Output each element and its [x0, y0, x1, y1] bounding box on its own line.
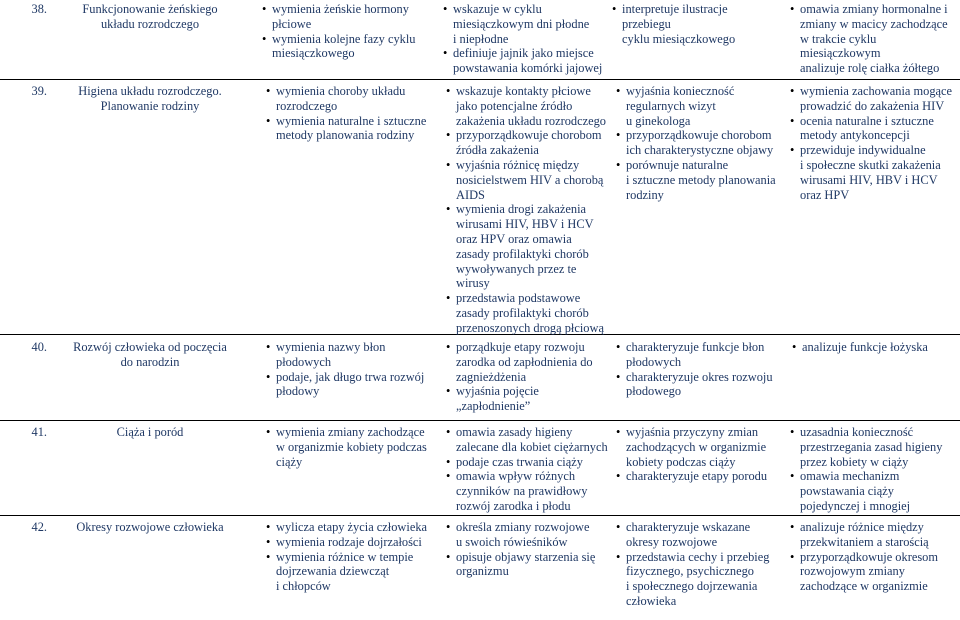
table-row [0, 80, 960, 335]
list-item: • analizuje funkcje łożyska [792, 340, 960, 355]
topic-text: Rozwój człowieka od poczęcia do narodzin [73, 340, 227, 369]
row-number: 40. [31, 340, 47, 354]
topic-cell [60, 2, 240, 32]
list-item: • określa zmiany rozwojowe u swoich rówieśników [446, 520, 616, 550]
topic-cell [60, 340, 240, 370]
row-number: 41. [31, 425, 47, 439]
requirements-basic-cell [266, 425, 438, 469]
row-number: 38. [31, 2, 47, 16]
list-item: • wskazuje w cyklu miesiączkowym dni płodne i niepłodne [443, 2, 613, 46]
list-item: • opisuje objawy starzenia się organizmu [446, 550, 616, 580]
list-item: • podaje, jak długo trwa rozwój płodowy [266, 370, 438, 400]
topic-text: Ciąża i poród [116, 425, 184, 439]
topic-text: Okresy rozwojowe człowieka [76, 520, 224, 534]
list-item: • wymienia naturalne i sztuczne metody planowania rodziny [266, 114, 438, 144]
list-item: • wymienia zmiany zachodzące w organizmie kobiety podczas ciąży [266, 425, 438, 469]
requirements-very-good-cell [790, 84, 960, 202]
requirements-good-cell [616, 84, 794, 202]
list-item: • wskazuje kontakty płciowe jako potencjalne źródło zakażenia układu rozrodczego [446, 84, 616, 128]
list-item: • wymienia zachowania mogące prowadzić do zakażenia HIV [790, 84, 960, 114]
requirements-good-cell [616, 425, 794, 484]
requirements-basic-cell [266, 84, 438, 143]
list-item: • przyporządkowuje chorobom źródła zakażenia [446, 128, 616, 158]
topic-cell [60, 84, 240, 114]
requirements-very-good-cell [790, 520, 960, 594]
list-item: • przyporządkowuje okresom rozwojowym zmiany zachodzące w organizmie [790, 550, 960, 594]
list-item: • charakteryzuje etapy porodu [616, 469, 794, 484]
requirements-extended-cell [446, 425, 618, 514]
list-item: • wymienia choroby układu rozrodczego [266, 84, 438, 114]
requirements-extended-cell [446, 340, 616, 414]
topic-text: Higiena układu rozrodczego. Planowanie rodziny [78, 84, 222, 113]
requirements-good-cell [616, 340, 794, 399]
requirements-basic-cell [266, 340, 438, 399]
row-number: 42. [31, 520, 47, 534]
requirements-good-cell [612, 2, 790, 46]
list-item: • omawia mechanizm powstawania ciąży pojedynczej i mnogiej [790, 469, 960, 513]
list-item: • wymienia różnice w tempie dojrzewania dziewcząt i chłopców [266, 550, 440, 594]
list-item: • ocenia naturalne i sztuczne metody antykoncepcji [790, 114, 960, 144]
list-item: • omawia wpływ różnych czynników na prawidłowy rozwój zarodka i płodu [446, 469, 618, 513]
requirements-extended-cell [446, 84, 616, 336]
list-item: • wyjaśnia przyczyny zmian zachodzących w organizmie kobiety podczas ciąży [616, 425, 794, 469]
requirements-very-good-cell [790, 425, 960, 514]
row-number: 39. [31, 84, 47, 98]
list-item: • wymienia żeńskie hormony płciowe [262, 2, 434, 32]
list-item: • wyjaśnia różnicę między nosicielstwem HIV a chorobą AIDS [446, 158, 616, 202]
list-item: • charakteryzuje funkcje błon płodowych [616, 340, 794, 370]
list-item: • porównuje naturalne i sztuczne metody planowania rodziny [616, 158, 794, 202]
topic-text: Funkcjonowanie żeńskiego układu rozrodczego [82, 2, 218, 31]
requirements-extended-cell [443, 2, 613, 76]
table-row [0, 335, 960, 421]
list-item: • analizuje różnice między przekwitaniem a starością [790, 520, 960, 550]
requirements-good-cell [616, 520, 794, 609]
table-row [0, 0, 960, 80]
topic-cell [60, 425, 240, 440]
list-item: • wymienia drogi zakażenia wirusami HIV, HBV i HCV oraz HPV oraz omawia zasady profilaktyki chorób wywoływanych przez te wirusy [446, 202, 616, 291]
list-item: • wymienia kolejne fazy cyklu miesiączkowego [262, 32, 434, 62]
list-item: • omawia zasady higieny zalecane dla kobiet ciężarnych [446, 425, 618, 455]
list-item: • interpretuje ilustracje przebiegu cyklu miesiączkowego [612, 2, 790, 46]
list-item: • wymienia nazwy błon płodowych [266, 340, 438, 370]
list-item: • wylicza etapy życia człowieka [266, 520, 440, 535]
requirements-basic-cell [266, 520, 440, 594]
requirements-very-good-cell [790, 2, 960, 76]
list-item: • wymienia rodzaje dojrzałości [266, 535, 440, 550]
list-item: • przyporządkowuje chorobom ich charakterystyczne objawy [616, 128, 794, 158]
list-item: • uzasadnia konieczność przestrzegania zasad higieny przez kobiety w ciąży [790, 425, 960, 469]
list-item: • charakteryzuje okres rozwoju płodowego [616, 370, 794, 400]
list-item: • wyjaśnia konieczność regularnych wizyt u ginekologa [616, 84, 794, 128]
list-item: • przewiduje indywidualne i społeczne skutki zakażenia wirusami HIV, HBV i HCV oraz HPV [790, 143, 960, 202]
requirements-extended-cell [446, 520, 616, 579]
list-item: • przedstawia cechy i przebieg fizycznego, psychicznego i społecznego dojrzewania człowieka [616, 550, 794, 609]
table-row [0, 421, 960, 516]
requirements-basic-cell [262, 2, 434, 61]
list-item: • podaje czas trwania ciąży [446, 455, 618, 470]
topic-cell [60, 520, 240, 535]
table-row [0, 516, 960, 620]
list-item: • definiuje jajnik jako miejsce powstawania komórki jajowej [443, 46, 613, 76]
list-item: • wyjaśnia pojęcie „zapłodnienie” [446, 384, 616, 414]
list-item: • omawia zmiany hormonalne i zmiany w macicy zachodzące w trakcie cyklu miesiączkowym analizuje rolę ciałka żółtego [790, 2, 960, 76]
list-item: • porządkuje etapy rozwoju zarodka od zapłodnienia do zagnieżdżenia [446, 340, 616, 384]
list-item: • przedstawia podstawowe zasady profilaktyki chorób przenoszonych drogą płciową [446, 291, 616, 335]
list-item: • charakteryzuje wskazane okresy rozwojowe [616, 520, 794, 550]
requirements-very-good-cell [792, 340, 960, 355]
